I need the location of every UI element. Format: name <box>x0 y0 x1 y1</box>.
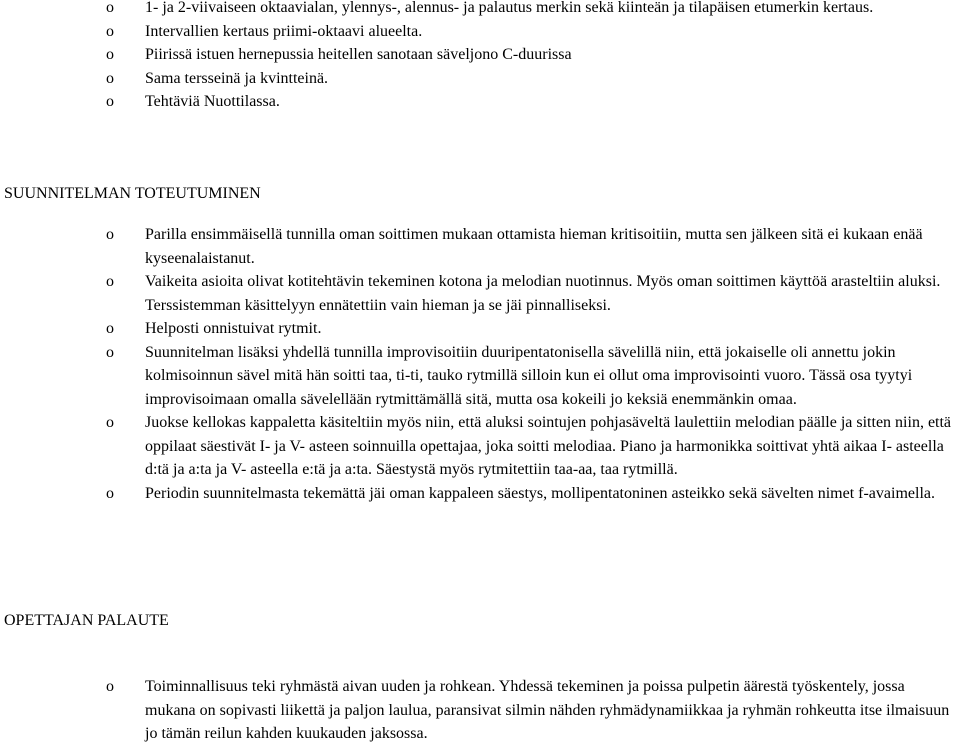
list-item <box>0 317 960 341</box>
list-item <box>0 67 960 91</box>
bullet-marker: o <box>106 343 114 361</box>
list-item <box>0 341 960 412</box>
list-item-text: Helposti onnistuivat rytmit. <box>145 320 322 337</box>
bullet-marker: o <box>106 0 114 16</box>
bullet-marker: o <box>106 226 114 243</box>
list-item-text: Intervallien kertaus priimi-oktaavi alueelta. <box>145 22 423 40</box>
list-item-text: 1- ja 2-viivaiseen oktaavialan, ylennys-, alennus- ja palautus merkin sekä kiinteän ja tilapäisen etumerkin kertaus. <box>145 0 874 16</box>
list-item-text: Juokse kellokas kappaletta käsiteltiin myös niin, että aluksi sointujen pohjasäveltä laulettiin melodian päälle ja sitten niin, että oppilaat säestivät I- ja V- asteen soinnuilla opettajaa, joka soitti melodiaa. Piano ja harmonikka soittivat yhtä aikaa I- asteella d:tä ja a:ta ja V- asteella e:tä ja a:ta. Säestystä myös rytmitettiin taa-aa, taa rytmillä. <box>145 414 952 478</box>
list-item-text: Tehtäviä Nuottilassa. <box>145 93 280 110</box>
palaute-list <box>0 675 960 746</box>
section-heading-toteutuminen: SUUNNITELMAN TOTEUTUMINEN <box>4 185 261 202</box>
list-item <box>0 411 960 482</box>
bullet-marker: o <box>106 484 114 502</box>
list-item-text: Toiminnallisuus teki ryhmästä aivan uuden ja rohkean. Yhdessä tekeminen ja poissa pulpetin äärestä työskentely, jossa mukana on sopivasti liikettä ja paljon laulua, paransivat silmin nähden ryhmädynamiikkaa ja ryhmän rohkeutta itse ilmaisuun jo tämän reilun kahden kuukauden jaksossa. <box>145 678 950 742</box>
list-item <box>0 43 960 67</box>
bullet-marker: o <box>106 93 114 110</box>
list-item <box>0 270 960 317</box>
list-item-text: Sama tersseinä ja kvintteinä. <box>145 69 329 87</box>
intro-list <box>0 0 960 114</box>
list-item <box>0 0 960 20</box>
list-item-text: Piirissä istuen hernepussia heitellen sanotaan säveljono C-duurissa <box>145 46 572 63</box>
list-item <box>0 675 960 746</box>
bullet-marker: o <box>106 273 114 290</box>
list-item <box>0 90 960 114</box>
bullet-marker: o <box>106 46 114 63</box>
list-item <box>0 223 960 270</box>
list-item-text: Periodin suunnitelmasta tekemättä jäi oman kappaleen säestys, mollipentatoninen asteikko sekä sävelten nimet f-avaimella. <box>145 484 935 502</box>
list-item <box>0 482 960 506</box>
list-item <box>0 20 960 44</box>
bullet-marker: o <box>106 69 114 87</box>
list-item-text: Suunnitelman lisäksi yhdellä tunnilla improvisoitiin duuripentatonisella sävelillä niin, että jokaiselle oli annettu jokin kolmisoinnun sävel mitä hän soitti taa, ti-ti, tauko rytmillä silloin kun ei ollut oma improvisointi vuoro. Tässä osa tyytyi improvisoimaan omalla sävelellään rytmittämällä sitä, mutta osa kokeili jo keksiä enemmänkin omaa. <box>145 343 913 408</box>
bullet-marker: o <box>106 320 114 337</box>
section-heading-palaute: OPETTAJAN PALAUTE <box>4 612 169 629</box>
list-item-text: Parilla ensimmäisellä tunnilla oman soittimen mukaan ottamista hieman kritisoitiin, mutta sen jälkeen sitä ei kukaan enää kyseenalaistanut. <box>145 226 923 267</box>
bullet-marker: o <box>106 22 114 40</box>
bullet-marker: o <box>106 678 114 695</box>
bullet-marker: o <box>106 414 114 431</box>
list-item-text: Vaikeita asioita olivat kotitehtävin tekeminen kotona ja melodian nuotinnus. Myös oman soittimen käyttöä arasteltiin aluksi. Terssistemman käsittelyyn ennätettiin vain hieman ja se jäi pinnalliseksi. <box>145 273 941 314</box>
toteutuminen-list <box>0 223 960 505</box>
